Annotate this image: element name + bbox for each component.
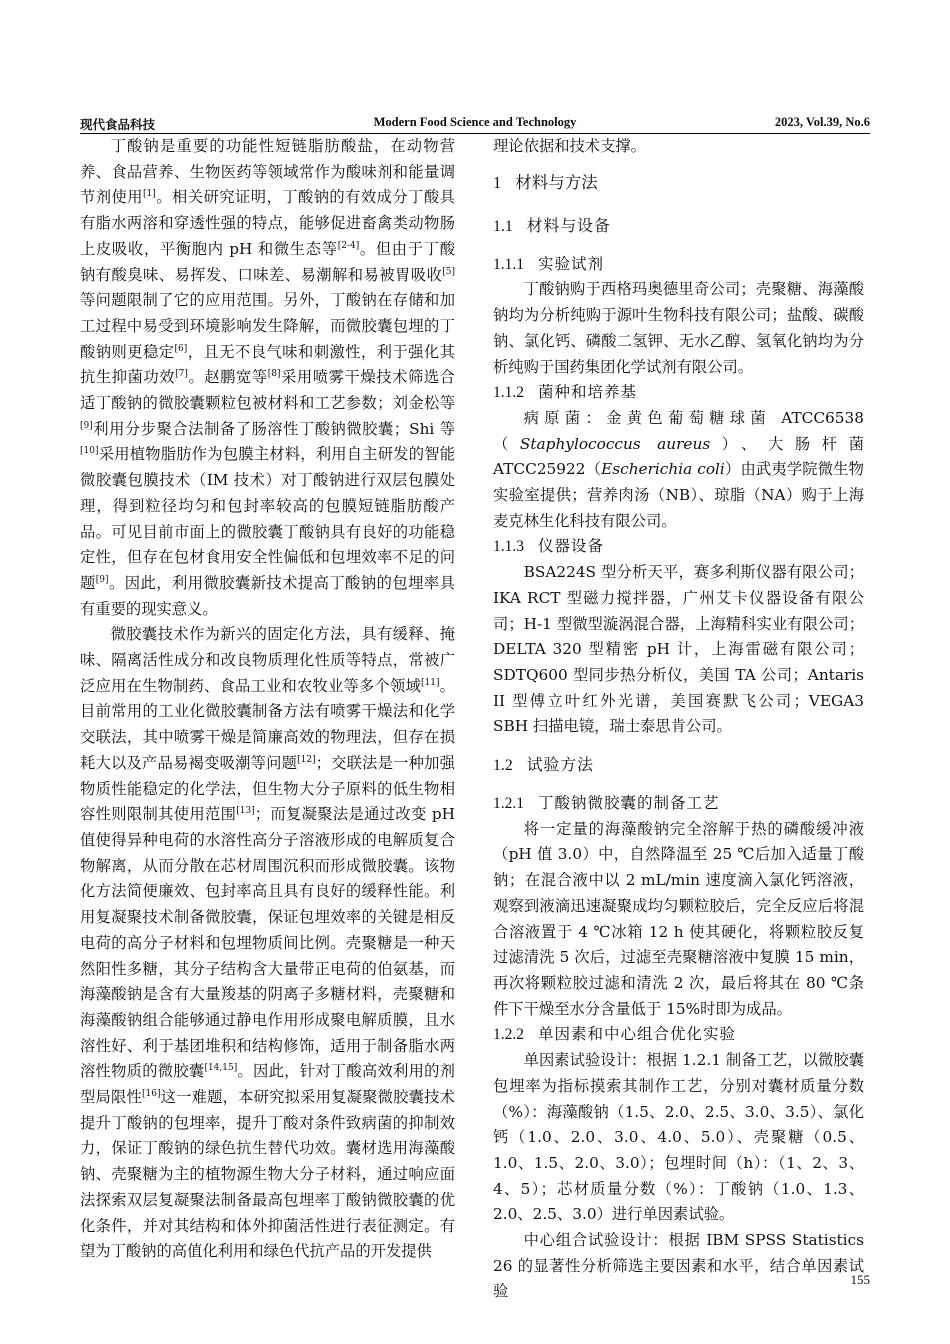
issue-info: 2023, Vol.39, No.6 xyxy=(774,115,870,129)
section-heading-1-2-2 xyxy=(493,1022,864,1048)
section-title: 仪器设备 xyxy=(538,537,605,556)
section-title: 实验试剂 xyxy=(538,254,605,273)
section-title: 材料与方法 xyxy=(515,172,598,192)
text-run: ；而复凝聚法是通过改变 pH 值使得异种电荷的水溶性高分子溶液形成的电解质复合物解离，从而分散在芯材周围沉积而形成微胶囊。该物化方法简便廉效、包封率高且具有良好的缓释性能。利用复凝聚技术制备微胶囊，保证包埋效率的关键是相反电荷的高分子材料和包埋物质间比例。壳聚糖是一种天然阳性多糖，其分子结构含大量带正电荷的伯氨基，而海藻酸钠是含有大量羧基的阴离子多糖材料，壳聚糖和海藻酸钠组合能够通过静电作用形成聚电解质膜，且水溶性好、利于基团堆积和结构修饰，适用于制备脂水两溶性物质的微胶囊 xyxy=(80,805,455,1081)
text-run: 。因此，针对丁酸高效利用的剂型局限性 xyxy=(80,1062,455,1107)
citation: [12] xyxy=(297,754,316,765)
section-heading-1-1-3 xyxy=(493,534,864,560)
section-title: 单因素和中心组合优化实验 xyxy=(538,1025,737,1044)
section-heading-1-2-1 xyxy=(493,791,864,817)
section-title: 试验方法 xyxy=(526,755,594,775)
text-run: 。相关研究证明，丁酸钠的有效成分丁酸具有脂水两溶和穿透性强的特点，能够促进畜禽类动物肠上皮吸收，平衡胞内 pH 和微生态等 xyxy=(80,188,455,258)
section-number: 1.1.1 xyxy=(493,255,524,273)
text-run: ；交联法是一种加强物质性能稳定的化学法，但生物大分子原料的低生物相容性则限制其使用范围 xyxy=(80,753,455,824)
citation: [6] xyxy=(174,343,188,354)
central-composite-paragraph: 中心组合试验设计：根据 IBM SPSS Statistics 26 的显著性分析筛选主要因素和水平，结合单因素试验 xyxy=(493,1231,864,1301)
citation: [9] xyxy=(95,574,109,585)
text-run: 微胶囊技术作为新兴的固定化方法，具有缓释、掩味、隔离活性成分和改良物质理化性质等特点，常被广泛应用在生物制药、食品工业和农牧业等多个领域 xyxy=(80,625,455,695)
citation: [9] xyxy=(80,420,93,431)
citation: [13] xyxy=(236,806,255,817)
left-column xyxy=(80,134,455,1265)
journal-name-english: Modern Food Science and Technology xyxy=(373,115,577,129)
text-run: 。目前常用的工业化微胶囊制备方法有喷雾干燥法和化学交联法，其中喷雾干燥是简廉高效的物理法，但存在损耗大以及产品易褐变吸潮等问题 xyxy=(80,676,455,772)
text-run: ，且无不良气味和刺激性，利于强化其抗生抑菌功效 xyxy=(80,342,455,387)
section-number: 1.2.1 xyxy=(493,795,524,813)
page-number: 155 xyxy=(850,1272,870,1287)
section-heading-1-1 xyxy=(493,213,864,240)
species-name: Staphylococcus aureus xyxy=(519,434,711,453)
species-name: Escherichia coli xyxy=(601,460,725,479)
single-factor-paragraph: 单因素试验设计：根据 1.2.1 制备工艺，以微胶囊包埋率为指标摸索其制作工艺，分别对囊材质量分数（%）：海藻酸钠（1.5、2.0、2.5、3.0、3.5）、氯化钙（1.0、2.0、3.0、4.0、5.0）、壳聚糖（0.5、1.0、1.5、2.0、3.0）；包埋时间（h）：（1、2、3、4、5）；芯材质量分数（%）：丁酸钠（1.0、1.3、2.0、2.5、3.0）进行单因素试验。 xyxy=(493,1051,864,1224)
citation: [7] xyxy=(175,369,188,380)
citation: [8] xyxy=(267,369,281,380)
text-run: 采用喷雾干燥技术筛选合适丁酸钠的微胶囊颗粒包被材料和工艺参数；刘金松等 xyxy=(80,368,455,413)
text-run: 等问题限制了它的应用范围。另外，丁酸钠在存储和加工过程中易受到环境影响发生降解，而微胶囊包埋的丁酸钠则更稳定 xyxy=(80,291,455,361)
intro-paragraph-1 xyxy=(80,134,455,622)
section-number: 1.1.3 xyxy=(493,538,524,556)
journal-name-chinese: 现代食品科技 xyxy=(80,118,156,132)
reagents-paragraph: 丁酸钠购于西格玛奥德里奇公司；壳聚糖、海藻酸钠均为分析纯购于源叶生物科技有限公司；盐酸、碳酸钠、氯化钙、磷酸二氢钾、无水乙醇、氢氧化钠均为分析纯购于国药集团化学试剂有限公司。 xyxy=(493,280,864,376)
text-run: 丁酸钠是重要的功能性短链脂肪酸盐，在动物营养、食品营养、生物医药等领域常作为酸味剂和能量调节剂使用 xyxy=(80,137,455,207)
right-column xyxy=(493,134,864,1305)
section-number: 1 xyxy=(493,172,502,192)
text-run: 采用植物脂肪作为包膜主材料，利用自主研发的智能微胶囊包膜技术（IM 技术）对丁酸钠进行双层包膜处理，得到粒径均匀和包封率较高的包膜短链脂肪酸产品。可见目前市面上的微胶囊丁酸钠具有良好的功能稳定性，但存在包材食用安全性偏低和包埋效率不足的问题 xyxy=(80,445,455,592)
continued-text: 理论依据和技术支撑。 xyxy=(493,137,646,155)
citation: [5] xyxy=(442,266,455,277)
running-header xyxy=(80,115,870,133)
text-run: 。因此，利用微胶囊新技术提高丁酸钠的包埋率具有重要的现实意义。 xyxy=(80,573,455,618)
section-heading-1 xyxy=(493,170,864,196)
citation: [2-4] xyxy=(337,240,360,251)
text-run: ）由武夷学院微生物实验室提供；营养肉汤（NB）、琼脂（NA）购于上海麦克林生化科技有限公司。 xyxy=(493,460,864,530)
text-run: 利用分步聚合法制备了肠溶性丁酸钠微胶囊；Shi 等 xyxy=(92,419,455,438)
section-heading-1-1-1 xyxy=(493,252,864,278)
text-run: 。但由于丁酸钠有酸臭味、易挥发、口味差、易潮解和易被胃吸收 xyxy=(80,239,455,284)
section-title: 菌种和培养基 xyxy=(538,383,638,402)
text-run: 这一难题，本研究拟采用复凝聚微胶囊技术提升丁酸钠的包埋率，提升丁酸对条件致病菌的抑制效力，保证丁酸钠的绿色抗生替代功效。囊材选用海藻酸钠、壳聚糖为主的植物源生物大分子材料，通过响应面法探索双层复凝聚法制备最高包埋率丁酸钠微胶囊的优化条件，并对其结构和体外抑菌活性进行表征测定。有望为丁酸钠的高值化利用和绿色代抗产品的开发提供 xyxy=(80,1088,455,1261)
section-number: 1.2 xyxy=(493,757,513,775)
text-run: 病原菌：金黄色葡萄糖球菌 ATCC6538（ xyxy=(493,408,864,453)
section-title: 材料与设备 xyxy=(526,215,611,235)
text-run: ）、大肠杆菌 ATCC25922（ xyxy=(493,434,864,479)
citation: [1] xyxy=(143,189,156,200)
citation: [10] xyxy=(80,446,99,457)
section-heading-1-2 xyxy=(493,752,864,779)
text-run: 。赵鹏宽等 xyxy=(187,368,268,387)
section-heading-1-1-2 xyxy=(493,380,864,406)
instruments-paragraph: BSA224S 型分析天平，赛多利斯仪器有限公司；IKA RCT 型磁力搅拌器，广州艾卡仪器设备有限公司；H-1 型微型漩涡混合器，上海精科实业有限公司；DELTA 320 型精密 pH 计，上海雷磁有限公司；SDTQ600 型同步热分析仪，美国 TA 公司；Antaris II 型傅立叶红外光谱，美国赛默飞公司；VEGA3 SBH 扫描电镜，瑞士泰思肯公司。 xyxy=(493,563,864,736)
strains-paragraph xyxy=(493,406,864,535)
section-number: 1.1 xyxy=(493,217,513,235)
preparation-paragraph: 将一定量的海藻酸钠完全溶解于热的磷酸缓冲液（pH 值 3.0）中，自然降温至 25 ℃后加入适量丁酸钠；在混合液中以 2 mL/min 速度滴入氯化钙溶液，观察到液滴迅速凝聚成均匀颗粒胶后，完全反应后将混合溶液置于 4 ℃冰箱 12 h 使其硬化，将颗粒胶反复过滤清洗 5 次后，过滤至壳聚糖溶液中复膜 15 min，再次将颗粒胶过滤和清洗 2 次，最后将其在 80 ℃条件下干燥至水分含量低于 15%时即为成品。 xyxy=(493,819,864,1018)
citation: [16] xyxy=(142,1088,161,1099)
section-number: 1.1.2 xyxy=(493,384,524,402)
section-number: 1.2.2 xyxy=(493,1026,524,1044)
citation: [14,15] xyxy=(204,1063,238,1074)
citation: [11] xyxy=(421,677,440,688)
intro-paragraph-2 xyxy=(80,622,455,1265)
section-title: 丁酸钠微胶囊的制备工艺 xyxy=(538,794,720,813)
